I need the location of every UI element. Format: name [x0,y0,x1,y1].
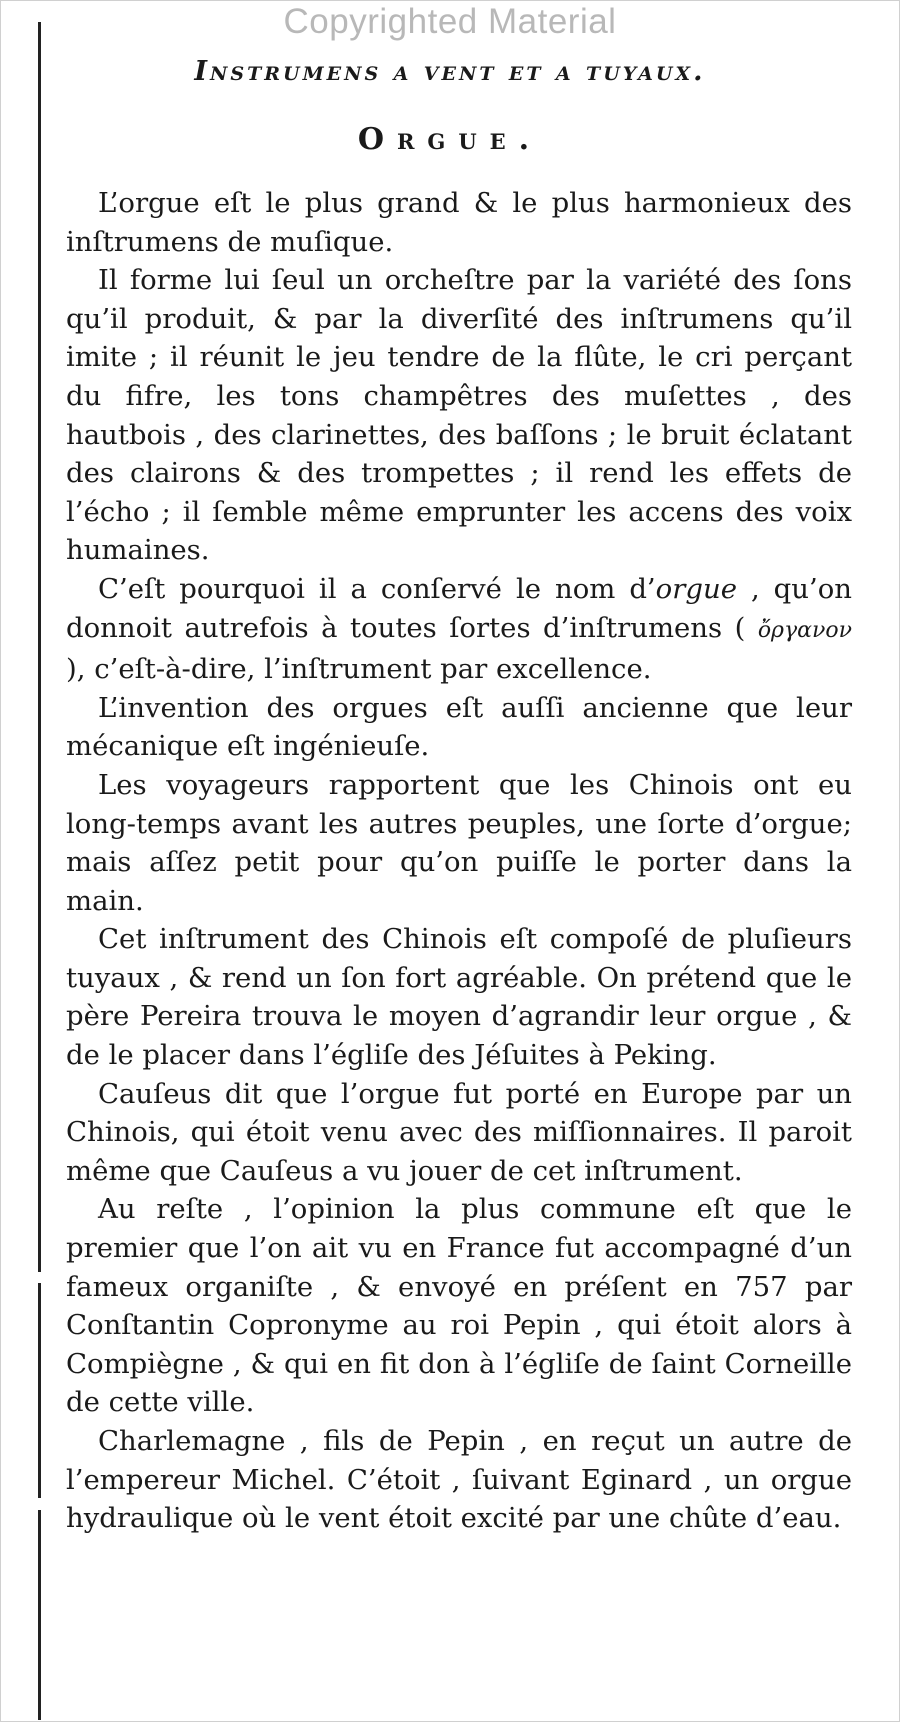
paragraph: Charlemagne , fils de Pepin , en reçut un autre de l’empereur Michel. C’étoit , ſuivant Eginard , un orgue hydraulique où le vent étoit excité par une chûte d’eau. [66,1425,852,1535]
section-title: Orgue. [357,122,543,157]
paragraph: Cet inſtrument des Chinois eſt compoſé de pluſieurs tuyaux , & rend un ſon fort agréable. On prétend que le père Pereira trouva le moyen d’agrandir leur orgue , & de le placer dans l’égliſe des Jéſuites à Peking. [66,923,852,1072]
watermark: Copyrighted Material [283,2,617,41]
body-text [66,184,852,1538]
paragraph-text: , qu’on donnoit autrefois à toutes ſortes d’inſtrumens ( [66,572,852,644]
paragraph-text: C’eſt pourquoi il a conſervé le nom d’ [98,572,656,605]
paragraph-text: ), c’eſt-à-dire, l’inſtrument par excellence. [66,653,652,686]
paragraph: L’orgue eſt le plus grand & le plus harmonieux des inſtrumens de muſique. [66,187,852,258]
paragraph: Les voyageurs rapportent que les Chinois ont eu long-temps avant les autres peuples, une ſorte d’orgue; mais aſſez petit pour qu’on puiſſe le porter dans la main. [66,768,852,917]
paragraph: Au reſte , l’opinion la plus commune eſt que le premier que l’on ait vu en France fut accompagné d’un fameux organiſte , & envoyé en préſent en 757 par Conſtantin Copronyme au roi Pepin , qui étoit alors à Compiègne , & qui en fit don à l’égliſe de ſaint Corneille de cette ville. [66,1193,852,1419]
greek-word: ὄργανον [757,617,852,643]
running-head: Instrumens a vent et a tuyaux. [194,56,706,87]
paragraph [66,570,852,689]
paragraph: L’invention des orgues eſt auſſi ancienne que leur mécanique eſt ingénieuſe. [66,691,852,763]
margin-rule [38,22,41,1272]
margin-rule [38,1510,41,1720]
paragraph: Cauſeus dit que l’orgue fut porté en Europe par un Chinois, qui étoit venu avec des miſſionnaires. Il paroit même que Cauſeus a vu jouer de cet inſtrument. [66,1077,852,1187]
paragraph: Il forme lui ſeul un orcheſtre par la variété des ſons qu’il produit, & par la diverſité des inſtrumens qu’il imite ; il réunit le jeu tendre de la flûte, le cri perçant du fifre, les tons champêtres des muſettes , des hautbois , des clarinettes, des baſſons ; le bruit éclatant des clairons & des trompettes ; il rend les effets de l’écho ; il ſemble même emprunter les accens des voix humaines. [66,264,852,567]
margin-rule [38,1283,41,1498]
italic-word: orgue [655,572,737,605]
